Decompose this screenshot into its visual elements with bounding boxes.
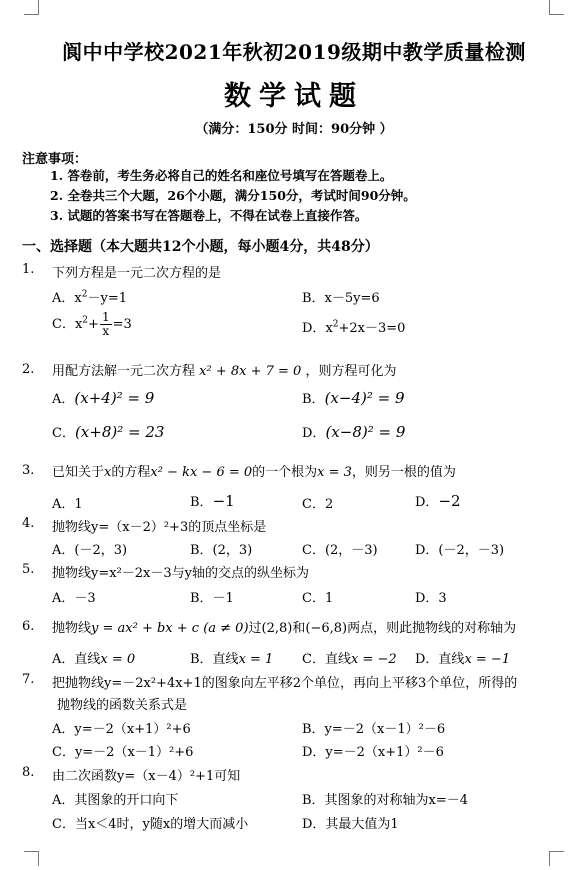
question-stem bbox=[52, 461, 456, 480]
option-b: B．－1 bbox=[190, 591, 234, 606]
option-c bbox=[52, 422, 164, 441]
root: x = 3 bbox=[317, 465, 352, 480]
option-text: + bbox=[88, 317, 99, 332]
option-d: D．(－2，－3) bbox=[415, 543, 505, 558]
question-stem bbox=[52, 360, 396, 379]
option-b bbox=[190, 491, 235, 510]
fraction-numerator: 1 bbox=[101, 310, 110, 324]
option-math: −2 bbox=[438, 492, 461, 510]
stem-text: 过 bbox=[248, 621, 262, 636]
question-stem bbox=[52, 617, 516, 636]
option-b: B．(2，3) bbox=[190, 543, 253, 558]
stem-text: ，则另一根的值为 bbox=[351, 465, 456, 480]
option-a: A．1 bbox=[52, 497, 83, 512]
option-text: －y=1 bbox=[87, 291, 127, 306]
option-text: =3 bbox=[112, 317, 132, 332]
question-number: 3. bbox=[22, 463, 35, 478]
option-label: D． bbox=[302, 321, 326, 336]
option-c: C．2 bbox=[302, 497, 334, 512]
option-math: (x−4)² = 9 bbox=[324, 389, 405, 407]
option-d bbox=[415, 648, 510, 667]
option-b: B．x－5y=6 bbox=[302, 291, 380, 306]
subject-title: 数学试题 bbox=[224, 81, 364, 112]
question-stem: 抛物线y=x²－2x－3与y轴的交点的纵坐标为 bbox=[52, 566, 309, 581]
option-d bbox=[302, 422, 405, 441]
option-b bbox=[190, 648, 273, 667]
option-math: x = 1 bbox=[238, 652, 274, 667]
option-a: A．(－2，3) bbox=[52, 543, 128, 558]
crop-mark-bottom-right bbox=[549, 851, 564, 866]
option-math: x = −1 bbox=[464, 652, 511, 667]
option-c: C．y=－2（x－1）²+6 bbox=[52, 745, 194, 760]
option-math: (x+4)² = 9 bbox=[74, 389, 155, 407]
option-a: A．其图象的开口向下 bbox=[52, 793, 179, 808]
exam-info: （满分：150分 时间：90分钟 ） bbox=[195, 122, 393, 137]
equation: x² − kx − 6 = 0 bbox=[150, 465, 253, 480]
option-math: x = −2 bbox=[350, 652, 397, 667]
option-label: C．直线 bbox=[302, 652, 351, 667]
option-b: B．y=－2（x－1）²－6 bbox=[302, 722, 446, 737]
option-d: D．3 bbox=[415, 591, 447, 606]
question-number: 1. bbox=[22, 262, 35, 277]
option-a: A．$x^2-y=1$ bbox=[52, 289, 127, 306]
question-stem: 由二次函数y=（x－4）²+1可知 bbox=[52, 769, 241, 784]
stem-text: 抛物线 bbox=[52, 621, 92, 636]
option-text: x bbox=[74, 317, 83, 332]
option-label: D．直线 bbox=[415, 652, 465, 667]
option-a: A．y=－2（x+1）²+6 bbox=[52, 722, 191, 737]
option-math: (x+8)² = 23 bbox=[74, 423, 165, 441]
stem-text: ，则方程可化为 bbox=[305, 364, 397, 379]
question-number: 7. bbox=[22, 672, 35, 687]
option-label: A．直线 bbox=[52, 652, 101, 667]
school-title: 阆中中学校2021年秋初2019级期中教学质量检测 bbox=[62, 40, 526, 64]
option-math: (x−8)² = 9 bbox=[325, 423, 406, 441]
option-label: B． bbox=[302, 392, 325, 407]
option-d bbox=[415, 491, 461, 510]
option-label: C． bbox=[52, 426, 75, 441]
option-c: C．1 bbox=[302, 591, 334, 606]
question-number: 5. bbox=[22, 562, 35, 577]
variable: x bbox=[104, 465, 112, 480]
option-label: A． bbox=[52, 291, 75, 306]
option-c bbox=[302, 648, 397, 667]
option-d: D．其最大值为1 bbox=[302, 817, 399, 832]
question-stem: 下列方程是一元二次方程的是 bbox=[52, 266, 222, 281]
question-number: 6. bbox=[22, 619, 35, 634]
question-stem: 抛物线y=（x－2）²+3的顶点坐标是 bbox=[52, 520, 267, 535]
option-text: +2x－3=0 bbox=[338, 321, 406, 336]
option-label: C． bbox=[52, 317, 75, 332]
crop-mark-top-right bbox=[549, 0, 564, 15]
question-number: 2. bbox=[22, 362, 35, 377]
option-label: B． bbox=[190, 495, 213, 510]
question-number: 8. bbox=[22, 765, 35, 780]
question-stem: 把抛物线y=－2x²+4x+1的图象向左平移2个单位，再向上平移3个单位，所得的 bbox=[52, 676, 518, 691]
fraction-denominator: x bbox=[102, 324, 110, 338]
option-math: x = 0 bbox=[100, 652, 136, 667]
option-b bbox=[302, 388, 405, 407]
option-label: A． bbox=[52, 392, 75, 407]
option-a bbox=[52, 648, 135, 667]
option-c: C．$x^2+$ $\frac{1}{x}$ =3 bbox=[52, 310, 132, 338]
option-label: D． bbox=[415, 495, 439, 510]
option-label: D． bbox=[302, 426, 326, 441]
section-title: 一、选择题（本大题共12个小题，每小题4分，共48分） bbox=[22, 239, 379, 255]
notice-item: 2. 全卷共三个大题，26个小题，满分150分，考试时间90分钟。 bbox=[50, 188, 416, 203]
option-a bbox=[52, 388, 154, 407]
question-stem-continued: 抛物线的函数关系式是 bbox=[57, 698, 188, 713]
crop-mark-top-left bbox=[24, 0, 39, 15]
equation: x² + 8x + 7 = 0 bbox=[199, 364, 302, 379]
option-c: C．当x＜4时，y随x的增大而减小 bbox=[52, 817, 249, 832]
fraction bbox=[100, 311, 112, 338]
point: (−6,8) bbox=[305, 621, 348, 636]
notice-item: 3. 试题的答案书写在答题卷上，不得在试卷上直接作答。 bbox=[50, 208, 368, 223]
stem-text: 已知关于 bbox=[52, 465, 105, 480]
crop-mark-bottom-left bbox=[24, 851, 39, 866]
notice-title: 注意事项： bbox=[22, 152, 88, 167]
option-label: B．直线 bbox=[190, 652, 239, 667]
stem-text: 和 bbox=[292, 621, 306, 636]
stem-text: 的一个根为 bbox=[252, 465, 318, 480]
option-d: D．$x^2+2x-3=0$ bbox=[302, 319, 406, 336]
option-math: −1 bbox=[212, 492, 235, 510]
option-text: x bbox=[325, 321, 333, 336]
point: (2,8) bbox=[261, 621, 293, 636]
option-d: D．y=－2（x+1）²－6 bbox=[302, 745, 444, 760]
option-a: A．－3 bbox=[52, 591, 96, 606]
stem-text: 用配方法解一元二次方程 bbox=[52, 364, 196, 379]
stem-text: 两点，则此抛物线的对称轴为 bbox=[347, 621, 517, 636]
option-text: x bbox=[74, 291, 82, 306]
option-b: B．其图象的对称轴为x=－4 bbox=[302, 793, 469, 808]
option-c: C．(2，－3) bbox=[302, 543, 378, 558]
question-number: 4. bbox=[22, 516, 35, 531]
equation: y = ax² + bx + c (a ≠ 0) bbox=[91, 621, 249, 636]
stem-text: 的方程 bbox=[111, 465, 151, 480]
notice-item: 1. 答卷前，考生务必将自己的姓名和座位号填写在答题卷上。 bbox=[50, 168, 393, 183]
